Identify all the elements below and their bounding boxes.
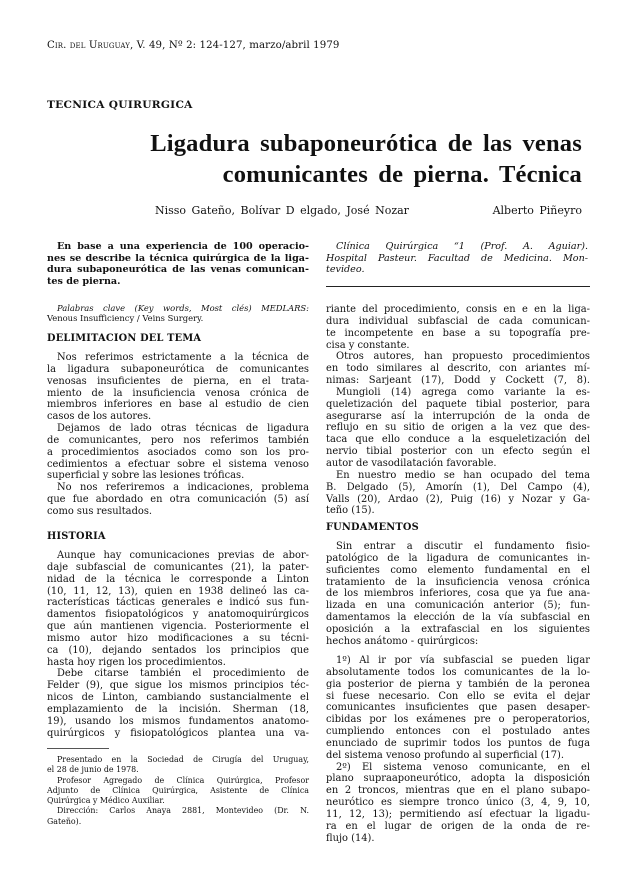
affiliation bbox=[326, 241, 588, 276]
abstract-line: nes se describe la técnica quirúrgica de la liga- bbox=[47, 252, 309, 264]
body-line: oposición a la extrafascial en los siguientes bbox=[326, 623, 590, 635]
keywords-label: Palabras clave (Key words, Most clés) MEDLARS: bbox=[57, 303, 309, 313]
footnote-line: Profesor Agregado de Clínica Quirúrgica, Profesor bbox=[57, 775, 309, 785]
body-line: hasta hoy rigen los procedimientos. bbox=[47, 656, 226, 668]
body-line: 11, 12, 13); permitiendo así efectuar la ligadu- bbox=[326, 808, 590, 820]
footnote-divider bbox=[47, 748, 109, 749]
section-label: TECNICA QUIRURGICA bbox=[47, 99, 193, 111]
body-line: damentos fisiopatológicos y anatomoquirúrgicos bbox=[47, 609, 309, 621]
body-line: asegurarse así la interrupción de la onda de bbox=[326, 410, 590, 422]
body-line: de los miembros inferiores, cosa que ya fue ana- bbox=[326, 588, 590, 600]
body-line: Valls (20), Ardao (2), Puig (16) y Nozar y Ga- bbox=[326, 493, 590, 505]
body-line: emplazamiento de la incisión. Sherman (18, bbox=[47, 703, 309, 715]
body-line: como sus resultados. bbox=[47, 505, 153, 517]
body-line: ca (10), dejando sentados los principios que bbox=[47, 644, 309, 656]
section-heading-fundamentos: FUNDAMENTOS bbox=[326, 522, 419, 533]
body-line: En nuestro medio se han ocupado del tema bbox=[336, 469, 590, 481]
body-line: 19), usando los mismos fundamentos anatomo- bbox=[47, 715, 309, 727]
journal-name: Cir. del Uruguay bbox=[47, 40, 130, 51]
journal-citation: , V. 49, Nº 2: 124-127, marzo/abril 1979 bbox=[129, 40, 340, 51]
body-line: B. Delgado (5), Amorín (1), Del Campo (4), bbox=[326, 481, 590, 493]
body-line: casos de los autores. bbox=[47, 411, 152, 423]
body-line: cisa y constante. bbox=[326, 339, 410, 351]
body-line: plano supraaponeurótico, adopta la disposición bbox=[326, 773, 590, 785]
body-line: taca que ello conduce a la esqueletización del bbox=[326, 434, 590, 446]
footnote-line: Presentado en la Sociedad de Cirugía del Uruguay, bbox=[57, 755, 309, 764]
body-line: superficial y sobre las lesiones tróficas. bbox=[47, 470, 245, 482]
title-line: comunicantes de pierna. Técnica bbox=[222, 161, 582, 188]
footnote-line: Adjunto de Clínica Quirúrgica, Asistente de Clínica bbox=[47, 785, 309, 795]
body-line: del sistema venoso profundo al superficial (17). bbox=[326, 749, 564, 761]
body-line: la ligadura subaponeurótica de comunicantes bbox=[47, 363, 309, 375]
body-line: Mungioli (14) agrega como variante la es- bbox=[336, 386, 590, 398]
body-line: miento de la insuficiencia venosa crónica de bbox=[47, 387, 309, 399]
running-head bbox=[47, 40, 340, 51]
body-line: a procedimientos asociados como son los pro- bbox=[47, 446, 309, 458]
body-line: hechos anátomo - quirúrgicos: bbox=[326, 635, 479, 647]
footnote-line: Gateño). bbox=[47, 816, 82, 826]
section-heading-delimitacion: DELIMITACION DEL TEMA bbox=[47, 333, 202, 344]
body-line: gia posterior de pierna y también de la peronea bbox=[326, 678, 590, 690]
body-line: ra en el lugar de origen de la onda de re- bbox=[326, 820, 590, 832]
body-line: Nos referimos estrictamente a la técnica de bbox=[57, 352, 309, 363]
body-line: neurótico es siempre tronco único (3, 4, 9, 10, bbox=[326, 797, 590, 809]
body-line: absolutamente todos los comunicantes de la lo- bbox=[326, 666, 590, 678]
body-line: cedimientos a efectuar sobre el sistema venoso bbox=[47, 458, 309, 470]
body-line: que fue abordado en otra comunicación (5) así bbox=[47, 494, 309, 506]
affiliation-line: Clínica Quirúrgica “1 (Prof. A. Aguiar). bbox=[336, 241, 588, 252]
affiliation-divider bbox=[326, 286, 590, 287]
body-line: 1º) Al ir por vía subfascial se pueden ligar bbox=[336, 655, 590, 666]
body-line: Debe citarse también el procedimiento de bbox=[57, 668, 309, 680]
body-line: en 2 troncos, mientras que en el plano subapo- bbox=[326, 785, 590, 797]
body-line: dura individual subfascial de cada comunican- bbox=[326, 315, 590, 327]
body-line: comunicantes insuficientes que pasen desaper- bbox=[326, 702, 590, 714]
body-line: cibidas por los exámenes pre o peroperatorios, bbox=[326, 714, 590, 726]
body-line: te incompetente en base a su topografía pre- bbox=[326, 327, 590, 339]
body-line: lizada en una comunicación anterior (5); fun- bbox=[326, 600, 590, 612]
section-heading-historia: HISTORIA bbox=[47, 531, 106, 542]
body-line: miembros inferiores en base al estudio de cien bbox=[47, 399, 309, 411]
body-line: si fuese necesario. Con ello se evita el dejar bbox=[326, 690, 590, 702]
section-body-fundamentos-intro bbox=[326, 541, 590, 648]
section-body-fundamentos-points bbox=[326, 655, 590, 845]
body-line: que aún mantienen vigencia. Posteriormente el bbox=[47, 621, 309, 633]
body-line: 2º) El sistema venoso comunicante, en el bbox=[336, 761, 590, 773]
body-line: nicos de Linton, cambiando sustancialmente el bbox=[47, 692, 309, 704]
affiliation-line: tevideo. bbox=[326, 264, 365, 276]
footnote-line: el 28 de junio de 1978. bbox=[47, 765, 139, 775]
footnote-line: Dirección: Carlos Anaya 2881, Montevideo (Dr. N. bbox=[57, 806, 309, 816]
body-line: flujo (14). bbox=[326, 832, 375, 844]
author-last: Alberto Piñeyro bbox=[492, 204, 582, 217]
body-line: tratamiento de la insuficiencia venosa crónica bbox=[326, 576, 590, 588]
body-line: nidad de la técnica le corresponde a Linton bbox=[47, 573, 309, 585]
body-line: reflujo en su sitio de origen a la vez que des- bbox=[326, 422, 590, 434]
article-title bbox=[150, 128, 582, 190]
body-line: riante del procedimiento, consis en e en la liga- bbox=[326, 304, 590, 315]
keywords-terms: Venous Insufficiency / Veins Surgery. bbox=[47, 313, 204, 324]
body-line: racterísticas tácticas generales e indicó sus fun- bbox=[47, 597, 309, 609]
section-body-historia-continued bbox=[326, 304, 590, 517]
body-line: (10, 11, 12, 13), quien en 1938 delineó las ca- bbox=[47, 585, 309, 597]
body-line: daje subfascial de comunicantes (21), la pater- bbox=[47, 561, 309, 573]
body-line: venosas insuficientes de pierna, en el trata- bbox=[47, 375, 309, 387]
authors: Nisso Gateño, Bolívar D elgado, José Nozar bbox=[155, 204, 409, 217]
body-line: Sin entrar a discutir el fundamento fisio- bbox=[336, 541, 590, 552]
section-body-delimitacion bbox=[47, 352, 309, 518]
body-line: patológico de la ligadura de comunicantes in- bbox=[326, 552, 590, 564]
footnotes bbox=[47, 755, 309, 827]
body-line: No nos referiremos a indicaciones, problema bbox=[57, 482, 309, 494]
body-line: mismo autor hizo modificaciones a su técni- bbox=[47, 632, 309, 644]
keywords bbox=[47, 303, 309, 323]
body-line: quirúrgicos y fisiopatológicos plantea una va- bbox=[47, 727, 309, 739]
abstract-line: En base a una experiencia de 100 operacio- bbox=[57, 241, 309, 252]
title-line: Ligadura subaponeurótica de las venas bbox=[150, 130, 582, 157]
body-line: nimas: Sarjeant (17), Dodd y Cockett (7, 8). bbox=[326, 375, 590, 387]
body-line: Otros autores, han propuesto procedimientos bbox=[336, 351, 590, 363]
affiliation-line: Hospital Pasteur. Facultad de Medicina. Mon- bbox=[326, 252, 588, 264]
body-line: en todo similares al descrito, con ariantes mí- bbox=[326, 363, 590, 375]
section-body-historia bbox=[47, 550, 309, 740]
body-line: teño (15). bbox=[326, 505, 375, 517]
body-line: de comunicantes, pero nos referimos también bbox=[47, 434, 309, 446]
body-line: enunciado de suprimir todos los puntos de fuga bbox=[326, 737, 590, 749]
footnote-line: Quirúrgica y Médico Auxiliar. bbox=[47, 796, 165, 806]
abstract-line: dura subaponeurótica de las venas comunican- bbox=[47, 264, 309, 276]
body-line: Aunque hay comunicaciones previas de abor- bbox=[57, 550, 309, 561]
body-line: nervio tibial posterior con un efecto según el bbox=[326, 446, 590, 458]
body-line: Felder (9), que sigue los mismos principios téc- bbox=[47, 680, 309, 692]
body-line: damentamos la elección de la vía subfascial en bbox=[326, 612, 590, 624]
body-line: queletización del paquete tibial posterior, para bbox=[326, 398, 590, 410]
body-line: autor de vasodilatación favorable. bbox=[326, 457, 497, 469]
body-line: Dejamos de lado otras técnicas de ligadura bbox=[57, 423, 309, 435]
abstract-line: tes de pierna. bbox=[47, 275, 121, 287]
body-line: suficientes como elemento fundamental en el bbox=[326, 564, 590, 576]
body-line: cumpliendo entonces con el postulado antes bbox=[326, 726, 590, 738]
abstract bbox=[47, 241, 309, 287]
